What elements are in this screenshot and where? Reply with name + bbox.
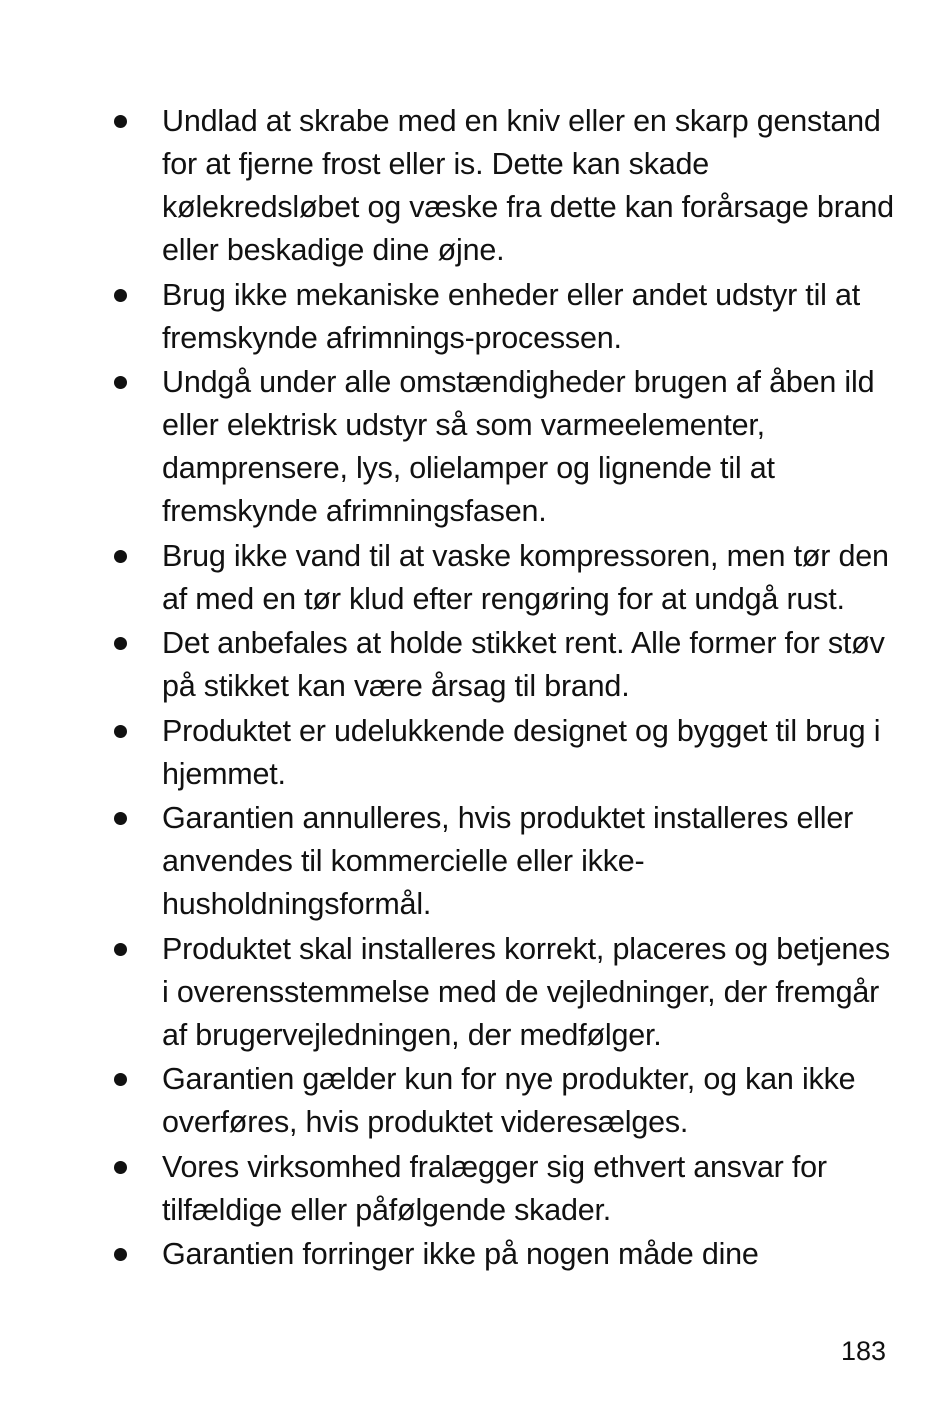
list-item-text: Garantien annulleres, hvis produktet installeres eller anvendes til kommercielle eller ikke-husholdningsformål.: [162, 801, 854, 921]
list-item: [108, 1146, 898, 1232]
list-item-text: Undlad at skrabe med en kniv eller en skarp genstand for at fjerne frost eller is. Dette kan skade kølekredsløbet og væske fra dette kan forårsage brand eller beskadige dine øjne.: [162, 104, 894, 267]
bullet-icon: [114, 725, 127, 738]
list-item-text: Garantien forringer ikke på nogen måde dine: [162, 1237, 759, 1271]
bullet-icon: [114, 637, 127, 650]
list-item: [108, 1233, 898, 1276]
list-item: [108, 622, 898, 708]
bullet-icon: [114, 1073, 127, 1086]
list-item-text: Det anbefales at holde stikket rent. Alle former for støv på stikket kan være årsag til brand.: [162, 626, 885, 703]
list-item-text: Vores virksomhed fralægger sig ethvert ansvar for tilfældige eller påfølgende skader.: [162, 1149, 827, 1227]
bullet-icon: [114, 943, 127, 956]
bullet-icon: [114, 550, 127, 563]
list-item: [108, 100, 898, 272]
list-item: [108, 535, 898, 621]
bullet-icon: [114, 289, 127, 302]
list-item: [108, 710, 898, 796]
list-item: [108, 1058, 898, 1144]
list-item-text: Garantien gælder kun for nye produkter, og kan ikke overføres, hvis produktet videresælges.: [162, 1062, 856, 1139]
bullet-icon: [114, 812, 127, 825]
bullet-icon: [114, 1248, 127, 1261]
list-item: [108, 274, 898, 360]
list-item-text: Produktet skal installeres korrekt, placeres og betjenes i overensstemmelse med de vejledninger, der fremgår af brugervejledningen, der medfølger.: [162, 931, 890, 1052]
list-item-text: Brug ikke vand til at vaske kompressoren, men tør den af med en tør klud efter rengøring for at undgå rust.: [162, 538, 889, 616]
list-item-text: Produktet er udelukkende designet og bygget til brug i hjemmet.: [162, 713, 881, 791]
list-item-text: Brug ikke mekaniske enheder eller andet udstyr til at fremskynde afrimnings-processen.: [162, 277, 861, 355]
list-item: [108, 797, 898, 926]
bullet-list: [108, 100, 898, 1278]
bullet-icon: [114, 376, 127, 389]
bullet-icon: [114, 1161, 127, 1174]
page-number: 183: [840, 1336, 886, 1366]
list-item: [108, 928, 898, 1057]
bullet-icon: [114, 115, 127, 128]
list-item: [108, 361, 898, 533]
list-item-text: Undgå under alle omstændigheder brugen af åben ild eller elektrisk udstyr så som varmeelementer, damprensere, lys, olielamper og lignende til at fremskynde afrimningsfasen.: [162, 365, 875, 528]
